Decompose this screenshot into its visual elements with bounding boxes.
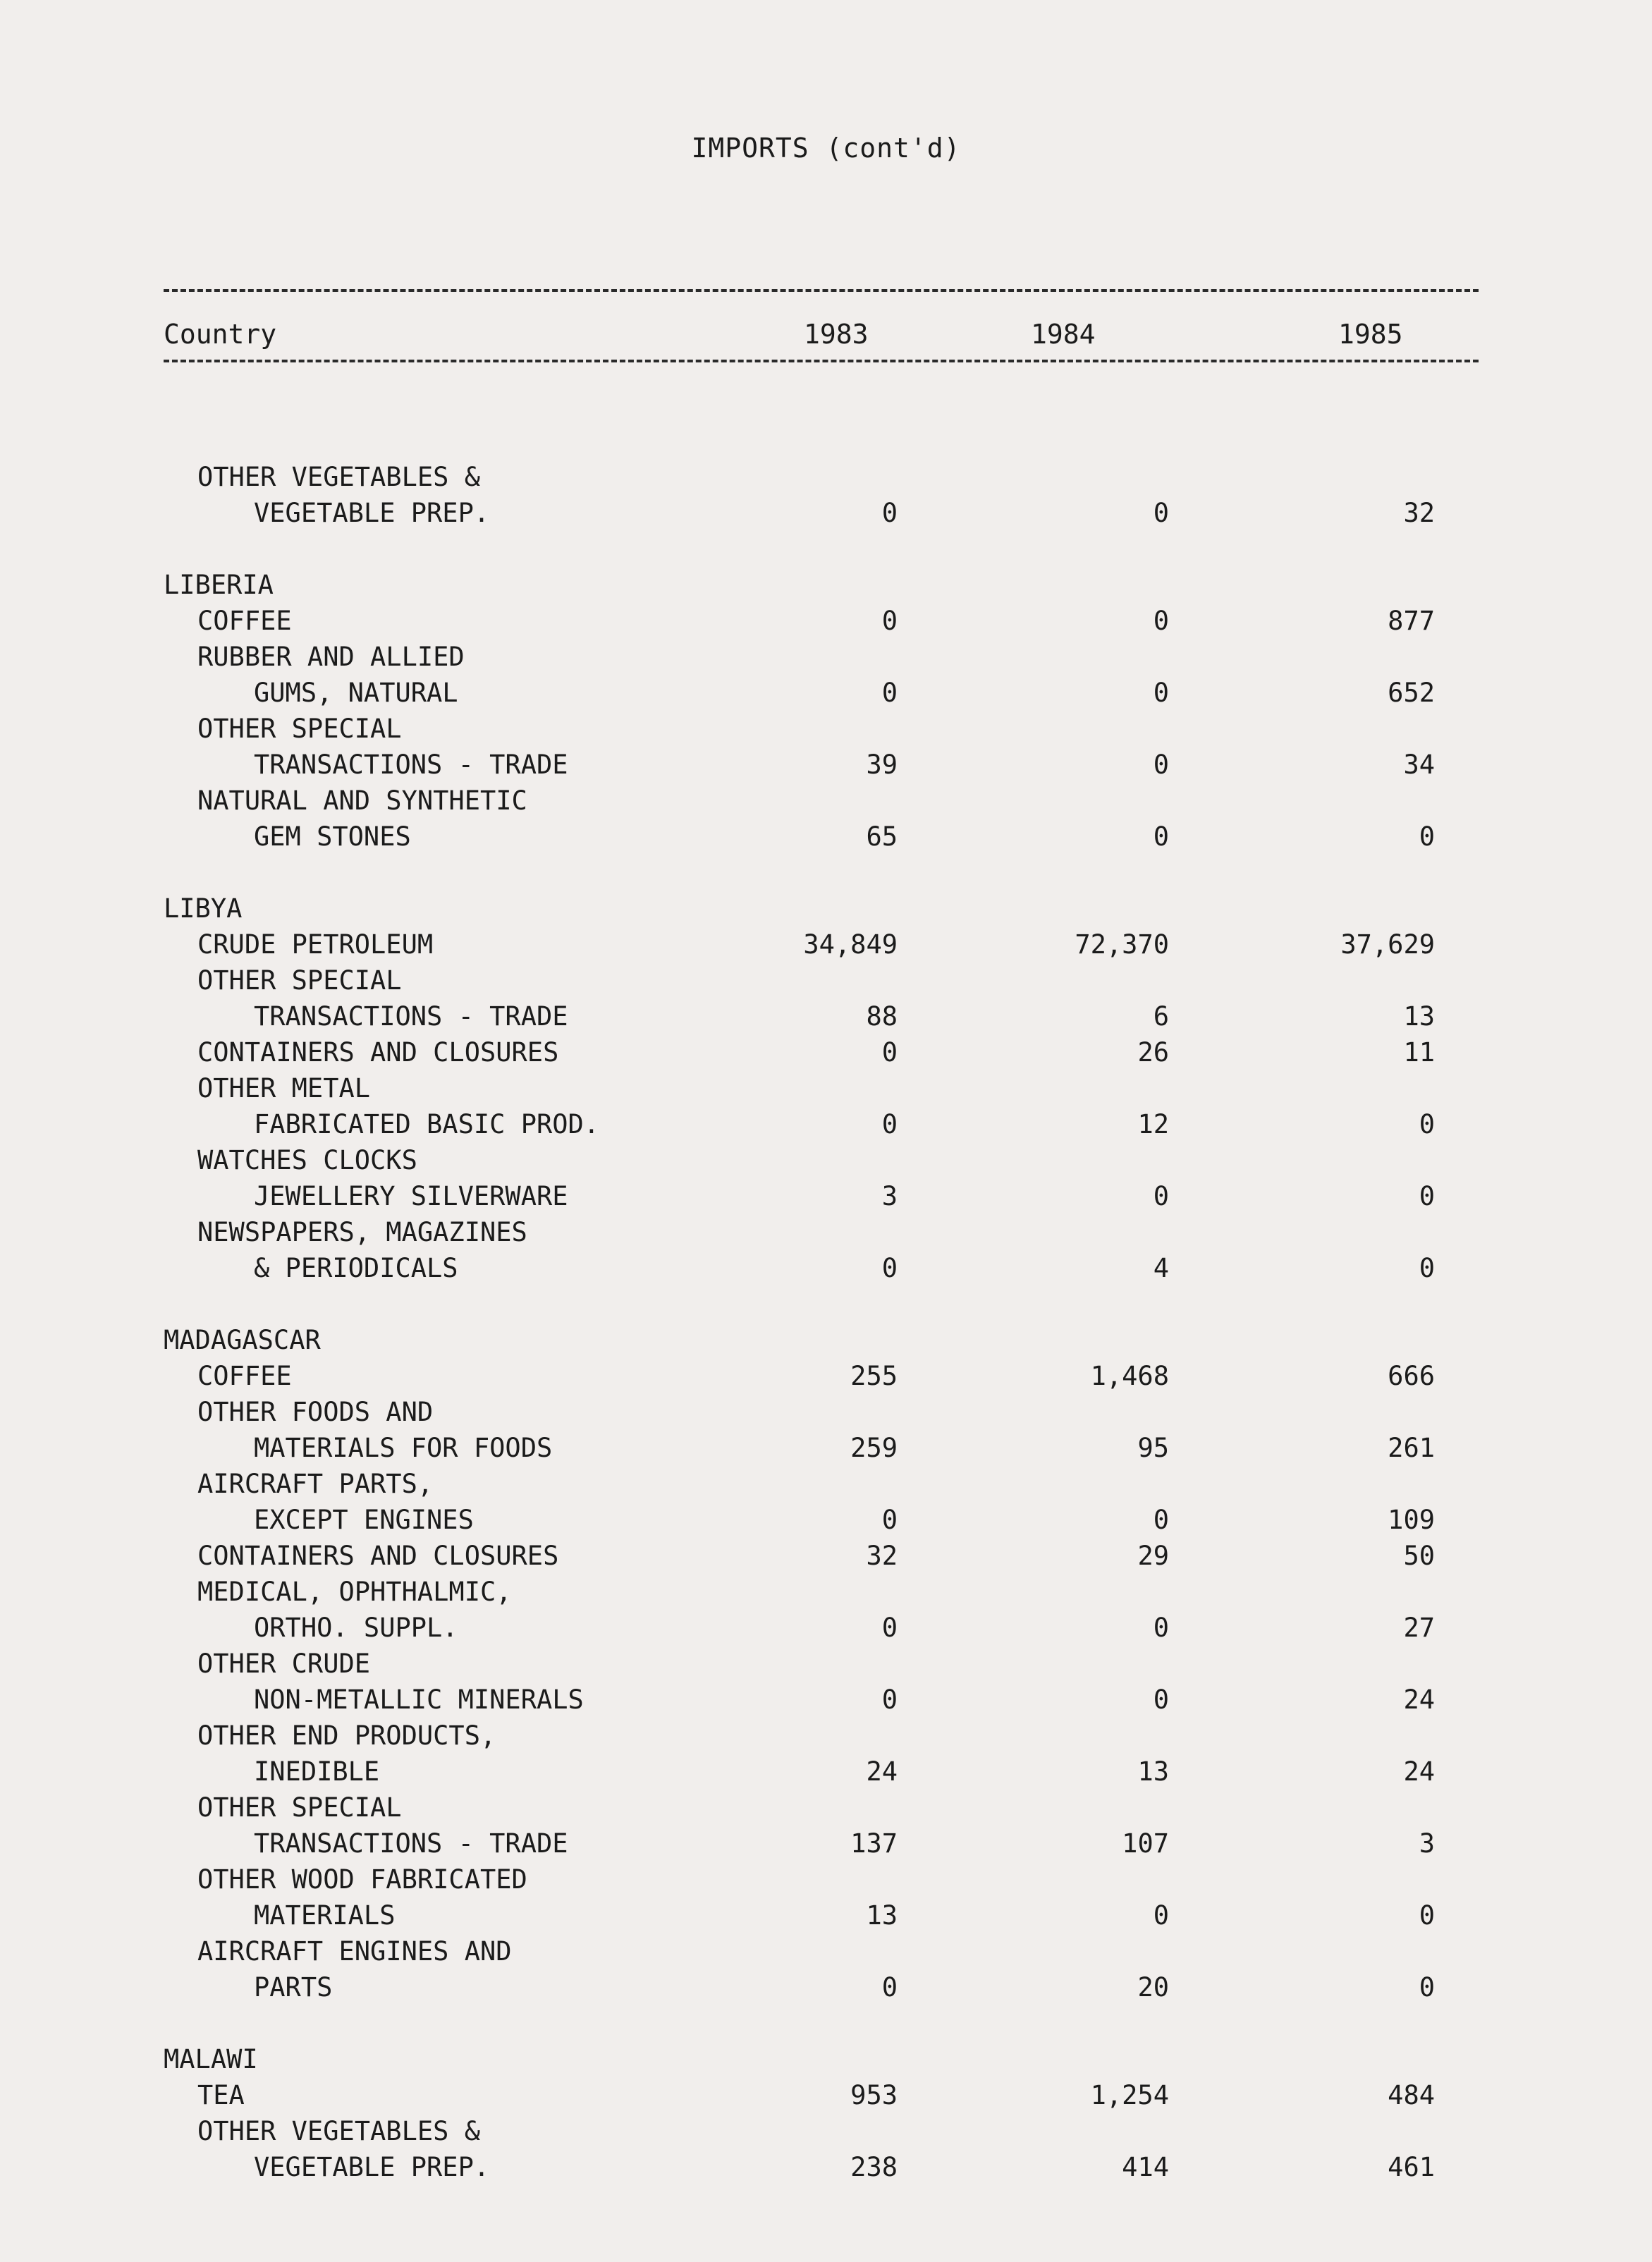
commodity-label: COFFEE xyxy=(197,606,292,636)
commodity-label: OTHER END PRODUCTS, xyxy=(197,1720,496,1751)
value-1983: 0 xyxy=(881,1505,898,1535)
value-1984: 0 xyxy=(1153,678,1169,708)
table-row xyxy=(0,1502,1652,1538)
table-row xyxy=(0,855,1652,927)
table-row xyxy=(0,2149,1652,2185)
value-1983: 137 xyxy=(850,1828,898,1859)
value-1984: 1,254 xyxy=(1090,2080,1169,2110)
table-row xyxy=(0,1646,1652,1682)
commodity-label: FABRICATED BASIC PROD. xyxy=(254,1109,600,1139)
table-row xyxy=(0,531,1652,603)
table-row xyxy=(0,1718,1652,1754)
commodity-label: WATCHES CLOCKS xyxy=(197,1145,417,1175)
commodity-label: MATERIALS FOR FOODS xyxy=(254,1433,553,1463)
table-row xyxy=(0,1214,1652,1250)
commodity-label: OTHER VEGETABLES & xyxy=(197,2116,480,2146)
commodity-label: AIRCRAFT ENGINES AND xyxy=(197,1936,512,1967)
value-1985: 652 xyxy=(1388,678,1435,708)
value-1985: 34 xyxy=(1403,750,1435,780)
value-1983: 0 xyxy=(881,606,898,636)
commodity-label: NEWSPAPERS, MAGAZINES xyxy=(197,1217,527,1247)
commodity-label: VEGETABLE PREP. xyxy=(254,498,490,528)
commodity-label: RUBBER AND ALLIED xyxy=(197,642,465,672)
table-row xyxy=(0,998,1652,1034)
country-name: MALAWI xyxy=(164,2044,258,2074)
table-row xyxy=(0,819,1652,855)
commodity-label: MATERIALS xyxy=(254,1900,396,1931)
value-1985: 24 xyxy=(1403,1685,1435,1715)
table-row xyxy=(0,603,1652,639)
table-row xyxy=(0,1430,1652,1466)
table-row xyxy=(0,1034,1652,1070)
value-1983: 0 xyxy=(881,1253,898,1283)
country-name: MADAGASCAR xyxy=(164,1325,321,1355)
table-row xyxy=(0,1933,1652,1969)
value-1985: 24 xyxy=(1403,1756,1435,1787)
value-1983: 255 xyxy=(850,1361,898,1391)
table-row xyxy=(0,1754,1652,1790)
value-1983: 3 xyxy=(881,1181,898,1211)
value-1984: 0 xyxy=(1153,1613,1169,1643)
value-1985: 261 xyxy=(1388,1433,1435,1463)
table-row xyxy=(0,2077,1652,2113)
value-1985: 3 xyxy=(1419,1828,1435,1859)
value-1984: 0 xyxy=(1153,750,1169,780)
value-1983: 238 xyxy=(850,2152,898,2182)
header-country: Country xyxy=(164,319,277,350)
commodity-label: OTHER SPECIAL xyxy=(197,714,402,744)
commodity-label: INEDIBLE xyxy=(254,1756,380,1787)
table-row xyxy=(0,1358,1652,1394)
commodity-label: AIRCRAFT PARTS, xyxy=(197,1469,434,1499)
value-1985: 32 xyxy=(1403,498,1435,528)
table-row xyxy=(0,1286,1652,1358)
commodity-label: TRANSACTIONS - TRADE xyxy=(254,750,568,780)
commodity-label: TRANSACTIONS - TRADE xyxy=(254,1001,568,1032)
value-1983: 24 xyxy=(866,1756,898,1787)
commodity-label: OTHER METAL xyxy=(197,1073,371,1104)
value-1983: 0 xyxy=(881,1972,898,2003)
header-rule-bottom xyxy=(164,360,1479,362)
value-1983: 39 xyxy=(866,750,898,780)
table-row xyxy=(0,675,1652,711)
table-row xyxy=(0,2005,1652,2077)
table-row xyxy=(0,1969,1652,2005)
value-1983: 259 xyxy=(850,1433,898,1463)
value-1983: 88 xyxy=(866,1001,898,1032)
commodity-label: EXCEPT ENGINES xyxy=(254,1505,474,1535)
table-row xyxy=(0,1826,1652,1861)
value-1985: 666 xyxy=(1388,1361,1435,1391)
value-1984: 0 xyxy=(1153,1900,1169,1931)
commodity-label: CONTAINERS AND CLOSURES xyxy=(197,1541,559,1571)
table-row xyxy=(0,1250,1652,1286)
table-row xyxy=(0,1610,1652,1646)
commodity-label: VEGETABLE PREP. xyxy=(254,2152,490,2182)
country-name: LIBERIA xyxy=(164,570,274,600)
table-row xyxy=(0,1897,1652,1933)
value-1984: 12 xyxy=(1137,1109,1169,1139)
table-row xyxy=(0,783,1652,819)
commodity-label: PARTS xyxy=(254,1972,333,2003)
value-1984: 1,468 xyxy=(1090,1361,1169,1391)
commodity-label: OTHER SPECIAL xyxy=(197,965,402,996)
value-1983: 0 xyxy=(881,678,898,708)
value-1985: 877 xyxy=(1388,606,1435,636)
table-row xyxy=(0,1142,1652,1178)
table-row xyxy=(0,1790,1652,1826)
value-1984: 0 xyxy=(1153,1685,1169,1715)
table-header xyxy=(0,319,1652,354)
commodity-label: MEDICAL, OPHTHALMIC, xyxy=(197,1577,512,1607)
commodity-label: GUMS, NATURAL xyxy=(254,678,458,708)
value-1985: 0 xyxy=(1419,1181,1435,1211)
value-1983: 13 xyxy=(866,1900,898,1931)
header-1985: 1985 xyxy=(1338,319,1403,350)
value-1985: 0 xyxy=(1419,1972,1435,2003)
value-1984: 26 xyxy=(1137,1037,1169,1068)
value-1985: 11 xyxy=(1403,1037,1435,1068)
commodity-label: JEWELLERY SILVERWARE xyxy=(254,1181,568,1211)
value-1984: 13 xyxy=(1137,1756,1169,1787)
table-row xyxy=(0,927,1652,962)
value-1984: 95 xyxy=(1137,1433,1169,1463)
value-1984: 6 xyxy=(1153,1001,1169,1032)
table-row xyxy=(0,1538,1652,1574)
value-1984: 0 xyxy=(1153,498,1169,528)
table-row xyxy=(0,1466,1652,1502)
table-row xyxy=(0,747,1652,783)
value-1985: 13 xyxy=(1403,1001,1435,1032)
value-1984: 0 xyxy=(1153,1505,1169,1535)
value-1985: 50 xyxy=(1403,1541,1435,1571)
value-1983: 32 xyxy=(866,1541,898,1571)
table-body xyxy=(0,423,1652,2185)
table-row xyxy=(0,1682,1652,1718)
value-1983: 65 xyxy=(866,821,898,852)
commodity-label: OTHER SPECIAL xyxy=(197,1792,402,1823)
table-row xyxy=(0,711,1652,747)
commodity-label: TRANSACTIONS - TRADE xyxy=(254,1828,568,1859)
table-row xyxy=(0,1394,1652,1430)
table-row xyxy=(0,1574,1652,1610)
value-1984: 72,370 xyxy=(1075,929,1169,960)
value-1984: 0 xyxy=(1153,821,1169,852)
header-1984: 1984 xyxy=(1031,319,1096,350)
value-1985: 0 xyxy=(1419,1109,1435,1139)
commodity-label: CONTAINERS AND CLOSURES xyxy=(197,1037,559,1068)
table-row xyxy=(0,1106,1652,1142)
value-1984: 0 xyxy=(1153,606,1169,636)
value-1983: 0 xyxy=(881,498,898,528)
commodity-label: OTHER WOOD FABRICATED xyxy=(197,1864,527,1895)
value-1985: 0 xyxy=(1419,1900,1435,1931)
value-1984: 4 xyxy=(1153,1253,1169,1283)
commodity-label: CRUDE PETROLEUM xyxy=(197,929,434,960)
commodity-label: COFFEE xyxy=(197,1361,292,1391)
header-rule-top xyxy=(164,289,1479,292)
value-1983: 34,849 xyxy=(803,929,898,960)
value-1985: 0 xyxy=(1419,821,1435,852)
table-row xyxy=(0,1070,1652,1106)
value-1984: 20 xyxy=(1137,1972,1169,2003)
table-row xyxy=(0,1861,1652,1897)
table-row xyxy=(0,423,1652,495)
value-1983: 953 xyxy=(850,2080,898,2110)
commodity-label: NATURAL AND SYNTHETIC xyxy=(197,785,527,816)
table-row xyxy=(0,495,1652,531)
country-name: LIBYA xyxy=(164,893,243,924)
commodity-label: OTHER CRUDE xyxy=(197,1649,371,1679)
value-1984: 414 xyxy=(1122,2152,1169,2182)
value-1985: 0 xyxy=(1419,1253,1435,1283)
value-1983: 0 xyxy=(881,1109,898,1139)
page-title: IMPORTS (cont'd) xyxy=(691,133,961,164)
value-1983: 0 xyxy=(881,1613,898,1643)
value-1985: 37,629 xyxy=(1340,929,1435,960)
value-1984: 107 xyxy=(1122,1828,1169,1859)
table-row xyxy=(0,639,1652,675)
value-1983: 0 xyxy=(881,1037,898,1068)
value-1985: 461 xyxy=(1388,2152,1435,2182)
table-row xyxy=(0,962,1652,998)
commodity-label: OTHER FOODS AND xyxy=(197,1397,434,1427)
table-row xyxy=(0,1178,1652,1214)
commodity-label: NON-METALLIC MINERALS xyxy=(254,1685,584,1715)
commodity-label: GEM STONES xyxy=(254,821,411,852)
commodity-label: TEA xyxy=(197,2080,245,2110)
value-1983: 0 xyxy=(881,1685,898,1715)
value-1985: 484 xyxy=(1388,2080,1435,2110)
value-1985: 27 xyxy=(1403,1613,1435,1643)
commodity-label: & PERIODICALS xyxy=(254,1253,458,1283)
value-1984: 0 xyxy=(1153,1181,1169,1211)
header-1983: 1983 xyxy=(804,319,869,350)
commodity-label: ORTHO. SUPPL. xyxy=(254,1613,458,1643)
value-1984: 29 xyxy=(1137,1541,1169,1571)
table-row xyxy=(0,2113,1652,2149)
commodity-label: OTHER VEGETABLES & xyxy=(197,462,480,492)
value-1985: 109 xyxy=(1388,1505,1435,1535)
